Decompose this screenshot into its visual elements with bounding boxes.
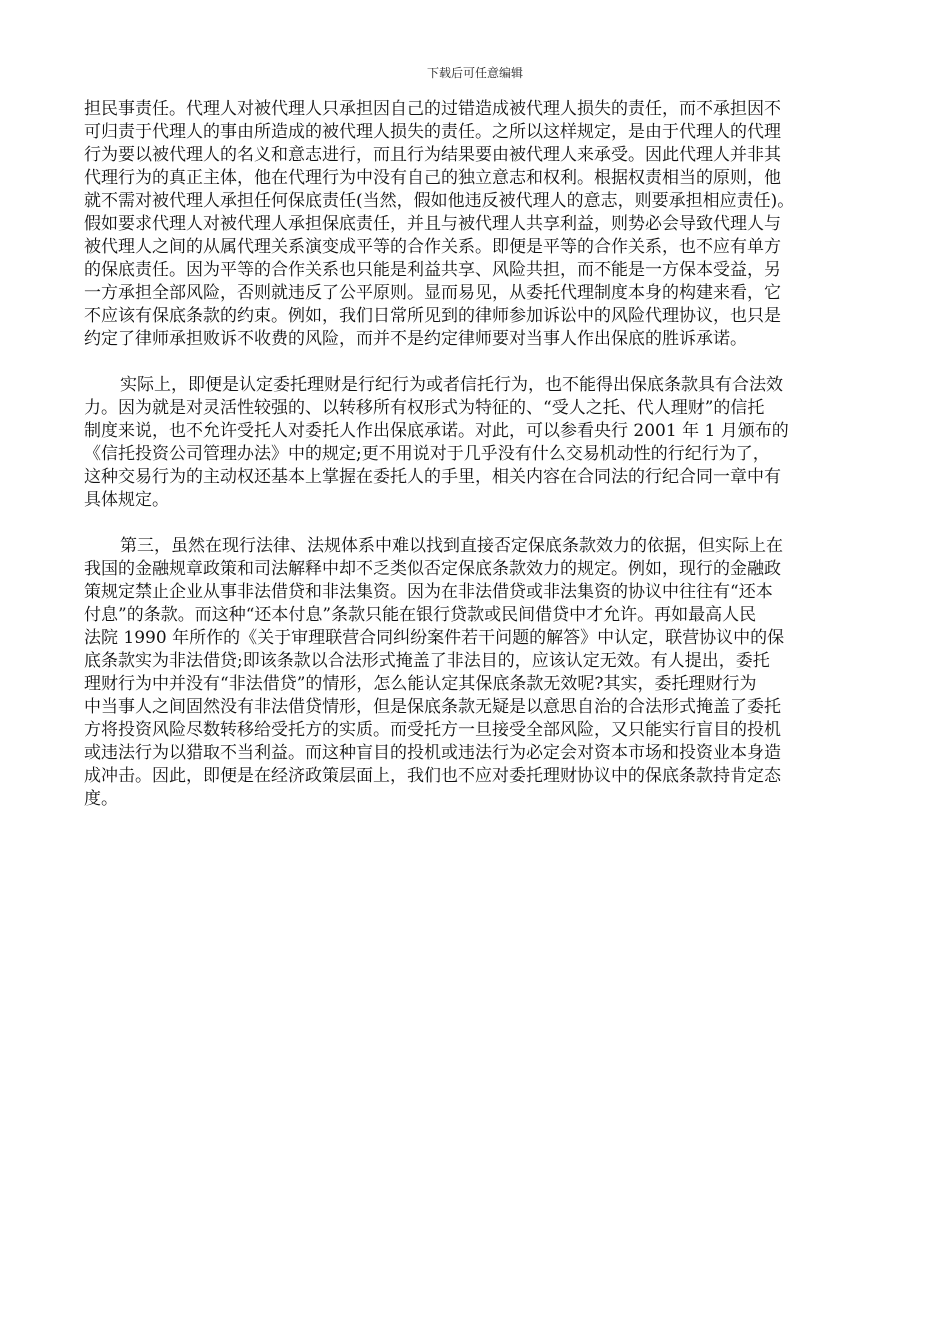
- paragraph: [84, 98, 868, 351]
- text-line: 制度来说，也不允许受托人对委托人作出保底承诺。对此，可以参看央行 2001 年 1 月颁布的: [84, 421, 789, 441]
- text-line: 被代理人之间的从属代理关系演变成平等的合作关系。即便是平等的合作关系，也不应有单方: [84, 237, 781, 257]
- text-line: 底条款实为非法借贷;即该条款以合法形式掩盖了非法目的，应该认定无效。有人提出，委托: [84, 651, 770, 671]
- text-line: 理财行为中并没有“非法借贷”的情形，怎么能认定其保底条款无效呢?其实，委托理财行为: [84, 674, 757, 694]
- document-body: [84, 98, 868, 834]
- text-line: 《信托投资公司管理办法》中的规定;更不用说对于几乎没有什么交易机动性的行纪行为了，: [84, 444, 770, 464]
- paragraph: [84, 374, 868, 512]
- text-line: 具体规定。: [84, 490, 169, 510]
- text-line: 度。: [84, 789, 118, 809]
- text-line: 假如要求代理人对被代理人承担保底责任，并且与被代理人共享利益，则势必会导致代理人与: [84, 214, 781, 234]
- text-line: 担民事责任。代理人对被代理人只承担因自己的过错造成被代理人损失的责任，而不承担因不: [84, 99, 781, 119]
- text-line: 我国的金融规章政策和司法解释中却不乏类似否定保底条款效力的规定。例如，现行的金融政: [84, 559, 781, 579]
- text-line: 实际上，即便是认定委托理财是行纪行为或者信托行为，也不能得出保底条款具有合法效: [120, 375, 783, 395]
- text-line: 策规定禁止企业从事非法借贷和非法集资。因为在非法借贷或非法集资的协议中往往有“还本: [84, 582, 773, 602]
- text-line: 中当事人之间固然没有非法借贷情形，但是保底条款无疑是以意思自治的合法形式掩盖了委托: [84, 697, 781, 717]
- text-line: 一方承担全部风险，否则就违反了公平原则。显而易见，从委托代理制度本身的构建来看，它: [84, 283, 781, 303]
- text-line: 这种交易行为的主动权还基本上掌握在委托人的手里，相关内容在合同法的行纪合同一章中有: [84, 467, 781, 487]
- text-line: 可归责于代理人的事由所造成的被代理人损失的责任。之所以这样规定，是由于代理人的代理: [84, 122, 781, 142]
- text-line: 代理行为的真正主体，他在代理行为中没有自己的独立意志和权利。根据权责相当的原则，他: [84, 168, 781, 188]
- text-line: 或违法行为以猎取不当利益。而这种盲目的投机或违法行为必定会对资本市场和投资业本身造: [84, 743, 781, 763]
- text-line: 约定了律师承担败诉不收费的风险，而并不是约定律师要对当事人作出保底的胜诉承诺。: [84, 329, 747, 349]
- paragraph: [84, 535, 868, 811]
- text-line: 力。因为就是对灵活性较强的、以转移所有权形式为特征的、“受人之托、代人理财”的信托: [84, 398, 765, 418]
- text-line: 法院 1990 年所作的《关于审理联营合同纠纷案件若干问题的解答》中认定，联营协议中的保: [84, 628, 785, 648]
- text-line: 成冲击。因此，即便是在经济政策层面上，我们也不应对委托理财协议中的保底条款持肯定态: [84, 766, 781, 786]
- text-line: 第三，虽然在现行法律、法规体系中难以找到直接否定保底条款效力的依据，但实际上在: [120, 536, 783, 556]
- text-line: 行为要以被代理人的名义和意志进行，而且行为结果要由被代理人来承受。因此代理人并非其: [84, 145, 781, 165]
- text-line: 就不需对被代理人承担任何保底责任(当然，假如他违反被代理人的意志，则要承担相应责任)。: [84, 191, 795, 211]
- text-line: 方将投资风险尽数转移给受托方的实质。而受托方一旦接受全部风险，又只能实行盲目的投机: [84, 720, 781, 740]
- text-line: 不应该有保底条款的约束。例如，我们日常所见到的律师参加诉讼中的风险代理协议，也只是: [84, 306, 781, 326]
- page-header: 下载后可任意编辑: [426, 66, 523, 80]
- text-line: 付息”的条款。而这种“还本付息”条款只能在银行贷款或民间借贷中才允许。再如最高人民: [84, 605, 757, 625]
- text-line: 的保底责任。因为平等的合作关系也只能是利益共享、风险共担，而不能是一方保本受益，另: [84, 260, 781, 280]
